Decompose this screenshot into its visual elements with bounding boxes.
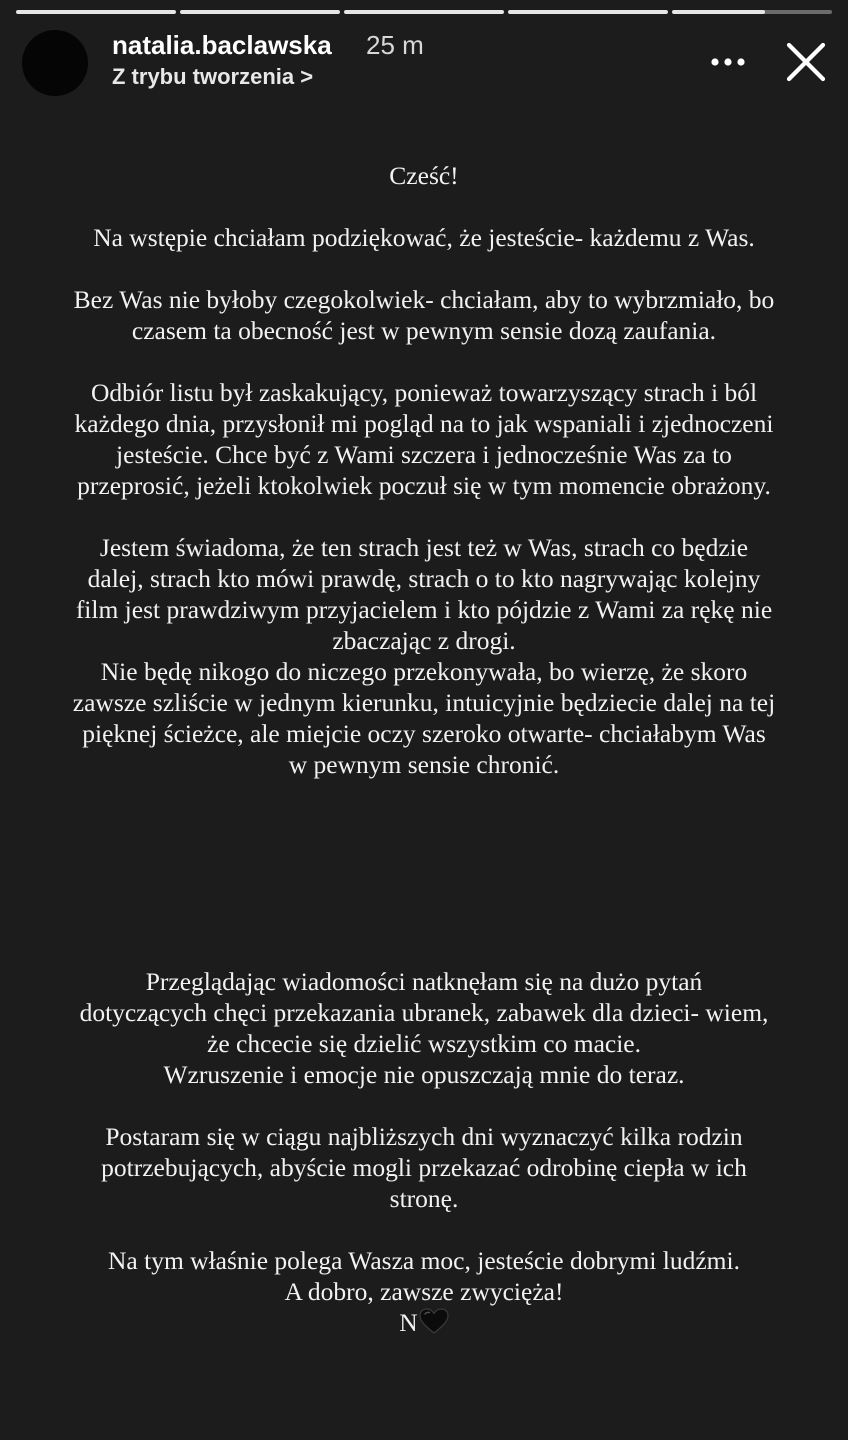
avatar[interactable] <box>22 30 88 96</box>
message-paragraph: Na tym właśnie polega Wasza moc, jesteście dobrymi ludźmi. A dobro, zawsze zwycięża! <box>108 1246 740 1306</box>
message-paragraph: Odbiór listu był zaskakujący, ponieważ towarzyszący strach i ból każdego dnia, przysłonił mi pogląd na to jak wspaniali i zjednoczeni jesteście. Chce być z Wami szczera i jednocześnie Was za to przeprosić, jeżeli ktokolwiek poczuł się w tym momencie obrażony. <box>74 378 774 500</box>
message-paragraph: Na wstępie chciałam podziękować, że jesteście- każdemu z Was. <box>93 223 755 252</box>
progress-segment-current <box>672 10 832 14</box>
post-time: 25 m <box>366 30 424 60</box>
progress-segment <box>180 10 340 14</box>
more-options-button[interactable] <box>708 42 748 82</box>
message-paragraph: Bez Was nie byłoby czegokolwiek- chciałam, aby to wybrzmiało, bo czasem ta obecność jest w pewnym sensie dozą zaufania. <box>73 285 775 345</box>
progress-segment <box>16 10 176 14</box>
message-paragraph: Nie będę nikogo do niczego przekonywała, bo wierzę, że skoro zawsze szliście w jednym kierunku, intuicyjnie będziecie dalej na tej pięknej ścieżce, ale miejcie oczy szeroko otwarte- chciałabym Was w pewnym sensie chronić. <box>72 657 776 779</box>
creation-mode-link[interactable]: Z trybu tworzenia > <box>112 64 314 89</box>
black-heart-icon <box>419 1308 449 1334</box>
message-paragraph: Postaram się w ciągu najbliższych dni wyznaczyć kilka rodzin potrzebujących, abyście mogli przekazać odrobinę ciepła w ich stronę. <box>101 1122 747 1213</box>
message-paragraph: Przeglądając wiadomości natknęłam się na dużo pytań dotyczących chęci przekazania ubranek, zabawek dla dzieci- wiem, że chcecie się dzielić wszystkim co macie. Wzruszenie i emocje nie opuszczają mnie do teraz. <box>79 967 769 1089</box>
progress-segment <box>344 10 504 14</box>
close-button[interactable] <box>782 38 830 86</box>
signature <box>14 1307 834 1338</box>
progress-segment <box>508 10 668 14</box>
story-message <box>0 160 848 1338</box>
greeting: Cześć! <box>389 161 459 190</box>
signature-letter: N <box>399 1308 418 1337</box>
message-paragraph: Jestem świadoma, że ten strach jest też w Was, strach co będzie dalej, strach kto mówi prawdę, strach o to kto nagrywając kolejny film jest prawdziwym przyjacielem i kto pójdzie z Wami za rękę nie zbaczając z drogi. <box>75 533 773 655</box>
more-horizontal-icon <box>710 57 746 67</box>
story-progress-bar <box>16 10 832 14</box>
username[interactable]: natalia.baclawska <box>112 30 332 60</box>
story-header <box>22 28 830 98</box>
close-icon <box>785 41 827 83</box>
